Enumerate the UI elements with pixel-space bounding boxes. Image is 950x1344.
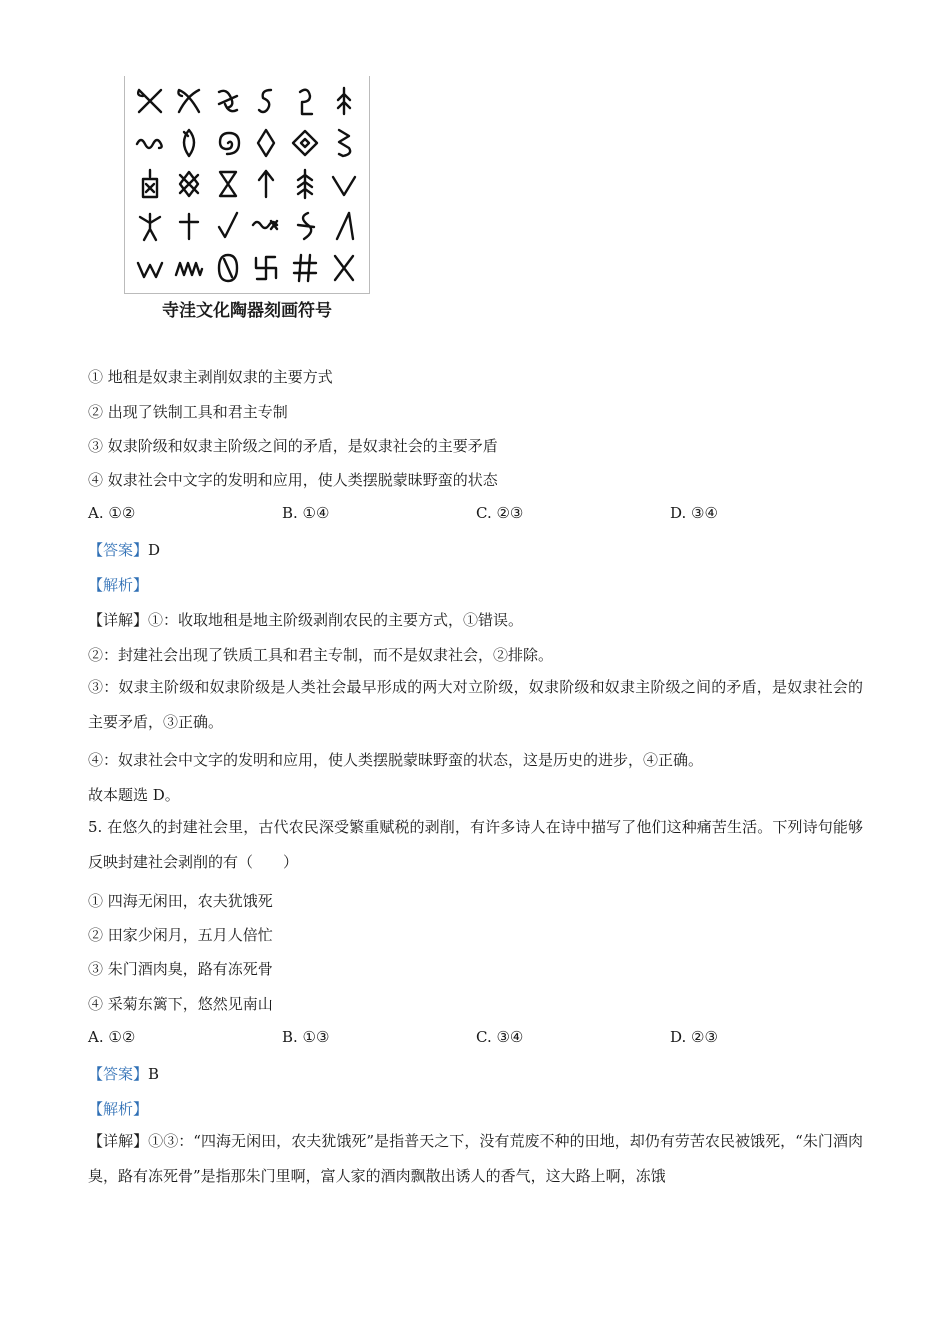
glyph-wave-loop xyxy=(135,126,165,160)
glyph-s-cross xyxy=(290,209,320,243)
glyph-x-curl xyxy=(174,84,204,118)
q4-detail-label: 【详解】 xyxy=(88,611,149,629)
glyph-eye-diamond xyxy=(290,126,320,160)
glyph-wave-x xyxy=(251,209,281,243)
glyph-leaf-fish xyxy=(174,126,204,160)
q4-analysis-label: 【解析】 xyxy=(88,576,149,594)
q4-conclusion: 故本题选 D。 xyxy=(88,786,180,804)
glyph-lambda xyxy=(329,209,359,243)
q5-answer-label: 【答案】 xyxy=(88,1065,149,1083)
q5-detail xyxy=(88,1124,863,1194)
q4-detail-1 xyxy=(88,609,523,630)
glyph-cross xyxy=(174,209,204,243)
q5-option-d: D. ②③ xyxy=(670,1028,718,1046)
q5-question: 5. 在悠久的封建社会里，古代农民深受繁重赋税的剥削，有许多诗人在诗中描写了他们这种痛苦生活。下列诗句能够反映封建社会剥削的有（ ） xyxy=(88,818,863,871)
q4-answer xyxy=(88,539,160,560)
glyph-v-mark xyxy=(329,167,359,201)
q5-option-b: B. ①③ xyxy=(282,1028,330,1046)
q5-detail-label: 【详解】 xyxy=(88,1132,149,1150)
glyph-mm-wave xyxy=(174,251,204,285)
glyph-x-loop xyxy=(135,84,165,118)
glyph-diamond-cross xyxy=(174,167,204,201)
q4-statement-1: ① 地租是奴隶主剥削奴隶的主要方式 xyxy=(88,368,333,386)
glyph-swastika xyxy=(251,251,281,285)
q4-option-b: B. ①④ xyxy=(282,504,330,522)
carved-symbols-figure xyxy=(124,76,370,294)
glyph-check xyxy=(213,209,243,243)
glyph-hash xyxy=(290,251,320,285)
q4-detail-4: ④：奴隶社会中文字的发明和应用，使人类摆脱蒙昧野蛮的状态，这是历史的进步，④正确。 xyxy=(88,751,704,769)
glyph-hook-loop xyxy=(290,84,320,118)
glyph-w-mark xyxy=(135,251,165,285)
q5-option-a: A. ①② xyxy=(88,1028,136,1046)
q4-statement-4: ④ 奴隶社会中文字的发明和应用，使人类摆脱蒙昧野蛮的状态 xyxy=(88,471,498,489)
q4-detail-2: ②：封建社会出现了铁质工具和君主专制，而不是奴隶社会，②排除。 xyxy=(88,646,554,664)
q4-detail-1-text: ①：收取地租是地主阶级剥削农民的主要方式，①错误。 xyxy=(148,611,524,629)
glyph-arrow-branch xyxy=(329,84,359,118)
q4-option-c: C. ②③ xyxy=(476,504,524,522)
glyph-pot-figure xyxy=(135,167,165,201)
q5-statement-1: ① 四海无闲田，农夫犹饿死 xyxy=(88,892,273,910)
q4-answer-value: D xyxy=(148,541,161,559)
glyph-double-swirl xyxy=(213,84,243,118)
glyph-stick-figure xyxy=(135,209,165,243)
q5-analysis-label: 【解析】 xyxy=(88,1100,149,1118)
glyph-x-mark xyxy=(329,251,359,285)
q4-statement-2: ② 出现了铁制工具和君主专制 xyxy=(88,403,288,421)
q5-statement-3: ③ 朱门酒肉臭，路有冻死骨 xyxy=(88,960,273,978)
q5-detail-text: ①③：“四海无闲田，农夫犹饿死”是指普天之下，没有荒废不种的田地，却仍有劳苦农民被饿死，“朱门酒肉臭，路有冻死骨”是指那朱门里啊，富人家的酒肉飘散出诱人的香气，这大路上啊，冻饿 xyxy=(88,1132,863,1185)
glyph-spiral xyxy=(213,126,243,160)
glyph-hourglass xyxy=(213,167,243,201)
glyph-leaf-diamond xyxy=(251,126,281,160)
q4-detail-3: ③：奴隶主阶级和奴隶阶级是人类社会最早形成的两大对立阶级，奴隶阶级和奴隶主阶级之间的矛盾，是奴隶社会的主要矛盾，③正确。 xyxy=(88,678,863,731)
q5-answer xyxy=(88,1063,159,1084)
q5-statement-2: ② 田家少闲月，五月人倍忙 xyxy=(88,926,273,944)
q5-statement-4: ④ 采菊东篱下，悠然见南山 xyxy=(88,995,273,1013)
q4-option-d: D. ③④ xyxy=(670,504,718,522)
glyph-s-zigzag xyxy=(329,126,359,160)
q4-answer-label: 【答案】 xyxy=(88,541,149,559)
glyph-arrow-up xyxy=(251,167,281,201)
q5-answer-value: B xyxy=(148,1065,160,1083)
glyph-zero-slash xyxy=(213,251,243,285)
q4-option-a: A. ①② xyxy=(88,504,136,522)
q5-option-c: C. ③④ xyxy=(476,1028,524,1046)
glyph-s-hook xyxy=(251,84,281,118)
figure-caption: 寺洼文化陶器刻画符号 xyxy=(162,301,332,321)
glyph-tree xyxy=(290,167,320,201)
q4-statement-3: ③ 奴隶阶级和奴隶主阶级之间的矛盾，是奴隶社会的主要矛盾 xyxy=(88,437,498,455)
